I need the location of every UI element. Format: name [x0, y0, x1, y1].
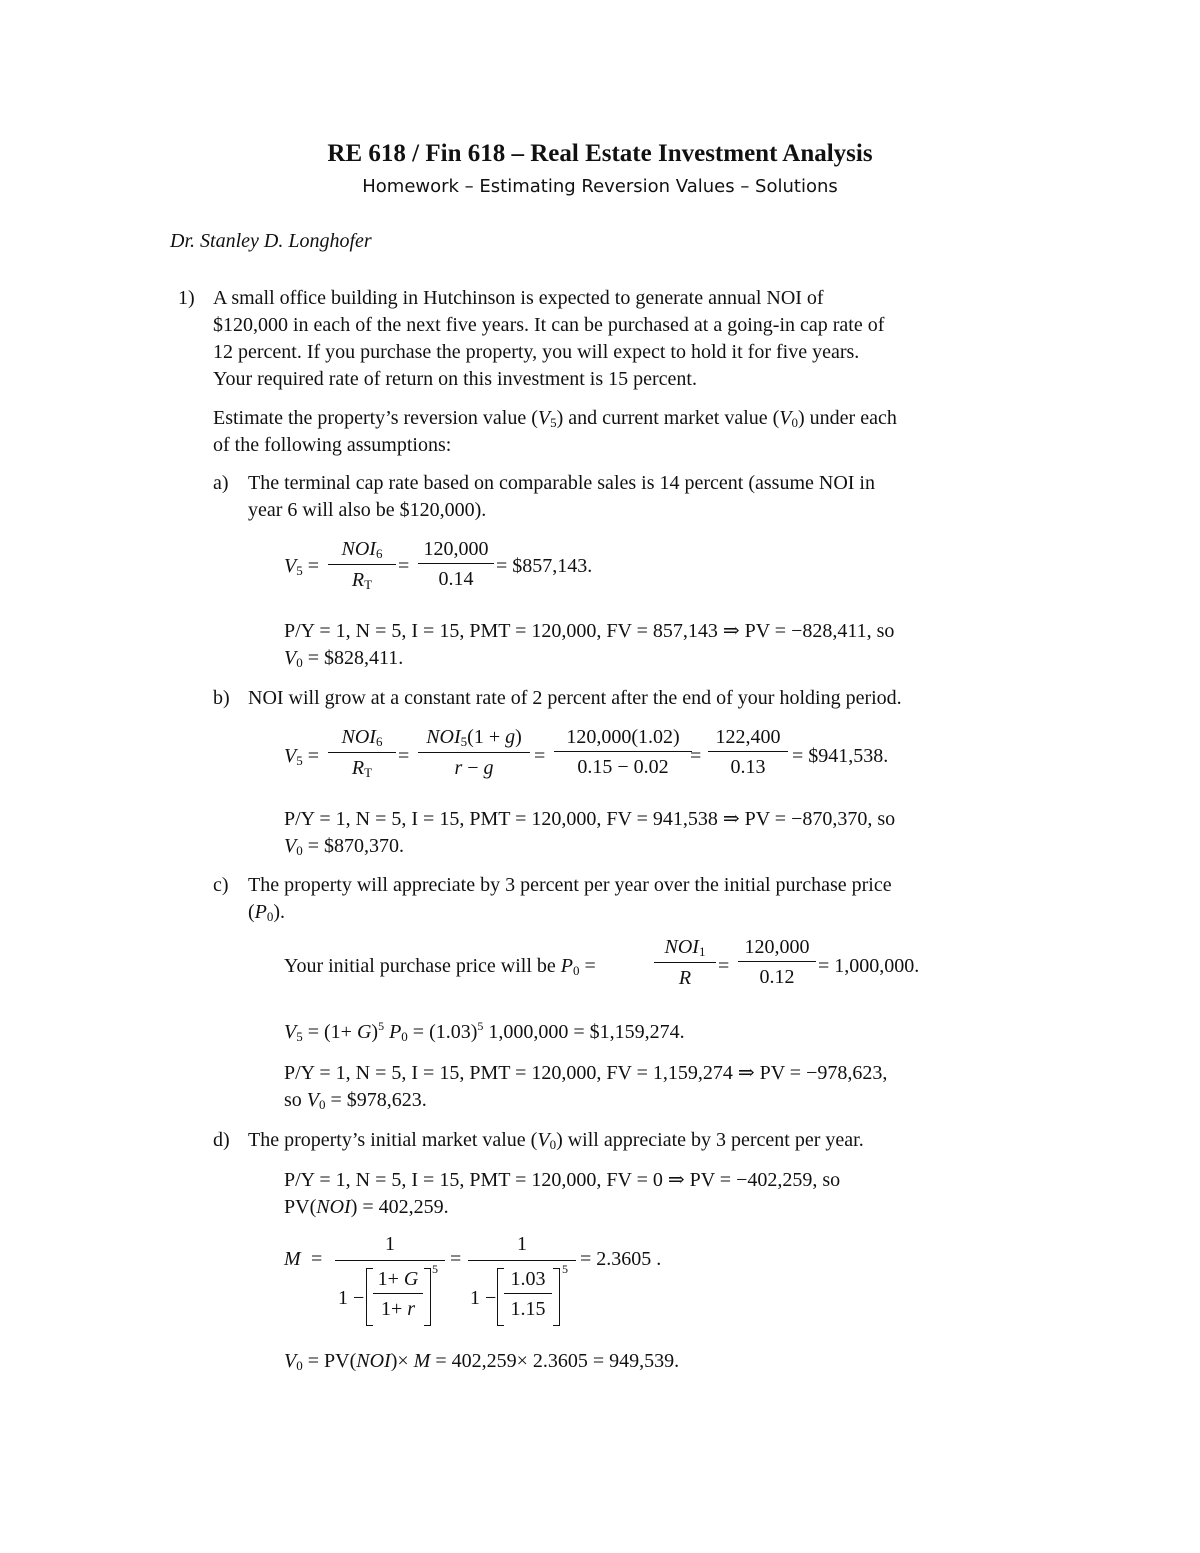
part-a-calculator-line-2: $V_0$ = $828,411. — [284, 647, 404, 670]
part-c-calculator-line-1: P/Y = 1, N = 5, I = 15, PMT = 120,000, FV = 1,159,274 ⇒ PV = −978,623, — [284, 1062, 888, 1084]
document-title: RE 618 / Fin 618 – Real Estate Investment Analysis — [327, 140, 873, 167]
estimate-instruction-line-1: Estimate the property’s reversion value $(V_5)$ and current market value $(V_0)$ under each — [213, 407, 897, 430]
part-c-label: c) — [213, 874, 229, 896]
part-d-label: d) — [213, 1129, 230, 1151]
part-c-text-line-1: The property will appreciate by 3 percent per year over the initial purchase price — [248, 874, 892, 896]
part-d-calculator-line-1: P/Y = 1, N = 5, I = 15, PMT = 120,000, FV = 0 ⇒ PV = −402,259, so — [284, 1169, 841, 1191]
part-d-calculator-line-2: PV(NOI) = 402,259. — [284, 1196, 449, 1218]
estimate-instruction-line-2: of the following assumptions: — [213, 434, 452, 456]
problem-number: 1) — [178, 287, 195, 309]
problem-statement-line-1: A small office building in Hutchinson is expected to generate annual NOI of — [213, 287, 824, 309]
author-name: Dr. Stanley D. Longhofer — [170, 230, 372, 252]
document-page: RE 618 / Fin 618 – Real Estate Investment Analysis Homework – Estimating Reversion Values – Solutions Dr. Stanley D. Longhofer 1) A small office building in Hutchinson is expected to generate annual NOI of $120,000 in each of the next five years. It can be purchased at a going-in cap rate of 12 percent. If you purchase the property, you will expect to hold it for five years. Your required rate of return on this investment is 15 percent. Estimate the property’s reversion value $(V_5)$ and current market value $(V_0)$ under each of the following assumptions: a) The terminal cap rate based on comparable sales is 14 percent (assume NOI in year 6 will also be $120,000). $V_5$ = $NOI_6$ $R_T$ = $\frac{120,000}{0.14}$ = $857,143. P/Y = 1, N = 5, I = 15, PMT = 120,000, FV = 857,143 ⇒ PV = −828,411, so $V_0$ = $828,411. b) NOI will grow at a constant rate of 2 percent after the end of your holding period. $V_5$ = $NOI_6$ $R_T$ = $NOI_5(1 + g)$ r − g = $\frac{120,000(1.02)}{0.15 - 0.02}$ = $\frac{122,400}{0.13}$ = $941,538. P/Y = 1, N = 5, I = 15, PMT = 120,000, FV = 941,538 ⇒ PV = −870,370, so $V_0$ = $870,370. c) The property will appreciate by 3 percent per year over the initial purchase price $(P_0)$. Your initial purchase price will be $P_0$ = $NOI_1$ R = $\frac{120,000}{0.12}$ = 1,000,000. $V_5 = (1+ G)^5$ $P_0 = (1.03)^5$ 1,000,000 = $1,159,274. P/Y = 1, N = 5, I = 15, PMT = 120,000, FV = 1,159,274 ⇒ PV = −978,623, so $V_0$ = $978,623. d) The property’s initial market value $(V_0)$ will appreciate by 3 percent per year. P/Y = 1, N = 5, I = 15, PMT = 120,000, FV = 0 ⇒ PV = −402,259, so PV(NOI) = 402,259. M = 1 1 − $\frac{1+ G}{1+ r}$ 5 = 1 1 − $\frac{1.03}{1.15}$ 5 = 2.3605 . $V_0 = PV(NOI)\times M = 402,259\times 2.3605 = 949,539$. — [0, 0, 1200, 1553]
part-d-value-equation: $V_0 = PV(NOI)\times M = 402,259\times 2.3605 = 949,539$. — [284, 1350, 680, 1373]
part-d-text-line-1: The property’s initial market value $(V_0)$ will appreciate by 3 percent per year. — [248, 1129, 864, 1152]
part-b-label: b) — [213, 687, 230, 709]
problem-statement-line-3: 12 percent. If you purchase the property, you will expect to hold it for five years. — [213, 341, 860, 363]
document-subtitle: Homework – Estimating Reversion Values – Solutions — [362, 176, 838, 197]
part-a-calculator-line-1: P/Y = 1, N = 5, I = 15, PMT = 120,000, FV = 857,143 ⇒ PV = −828,411, so — [284, 620, 895, 642]
part-a-text-line-1: The terminal cap rate based on comparable sales is 14 percent (assume NOI in — [248, 472, 875, 494]
part-b-calculator-line-2: $V_0$ = $870,370. — [284, 835, 404, 858]
part-b-calculator-line-1: P/Y = 1, N = 5, I = 15, PMT = 120,000, FV = 941,538 ⇒ PV = −870,370, so — [284, 808, 896, 830]
part-b-text-line-1: NOI will grow at a constant rate of 2 percent after the end of your holding period. — [248, 687, 902, 709]
part-a-text-line-2: year 6 will also be $120,000). — [248, 499, 487, 521]
part-c-calculator-line-2: so $V_0$ = $978,623. — [284, 1089, 427, 1112]
part-a-label: a) — [213, 472, 229, 494]
part-c-v5-equation: $V_5 = (1+ G)^5$ $P_0 = (1.03)^5$ 1,000,000 = $1,159,274. — [284, 1019, 685, 1044]
problem-statement-line-4: Your required rate of return on this investment is 15 percent. — [213, 368, 697, 390]
problem-statement-line-2: $120,000 in each of the next five years. It can be purchased at a going-in cap rate of — [213, 314, 885, 336]
part-c-text-line-2: $(P_0)$. — [248, 901, 286, 924]
